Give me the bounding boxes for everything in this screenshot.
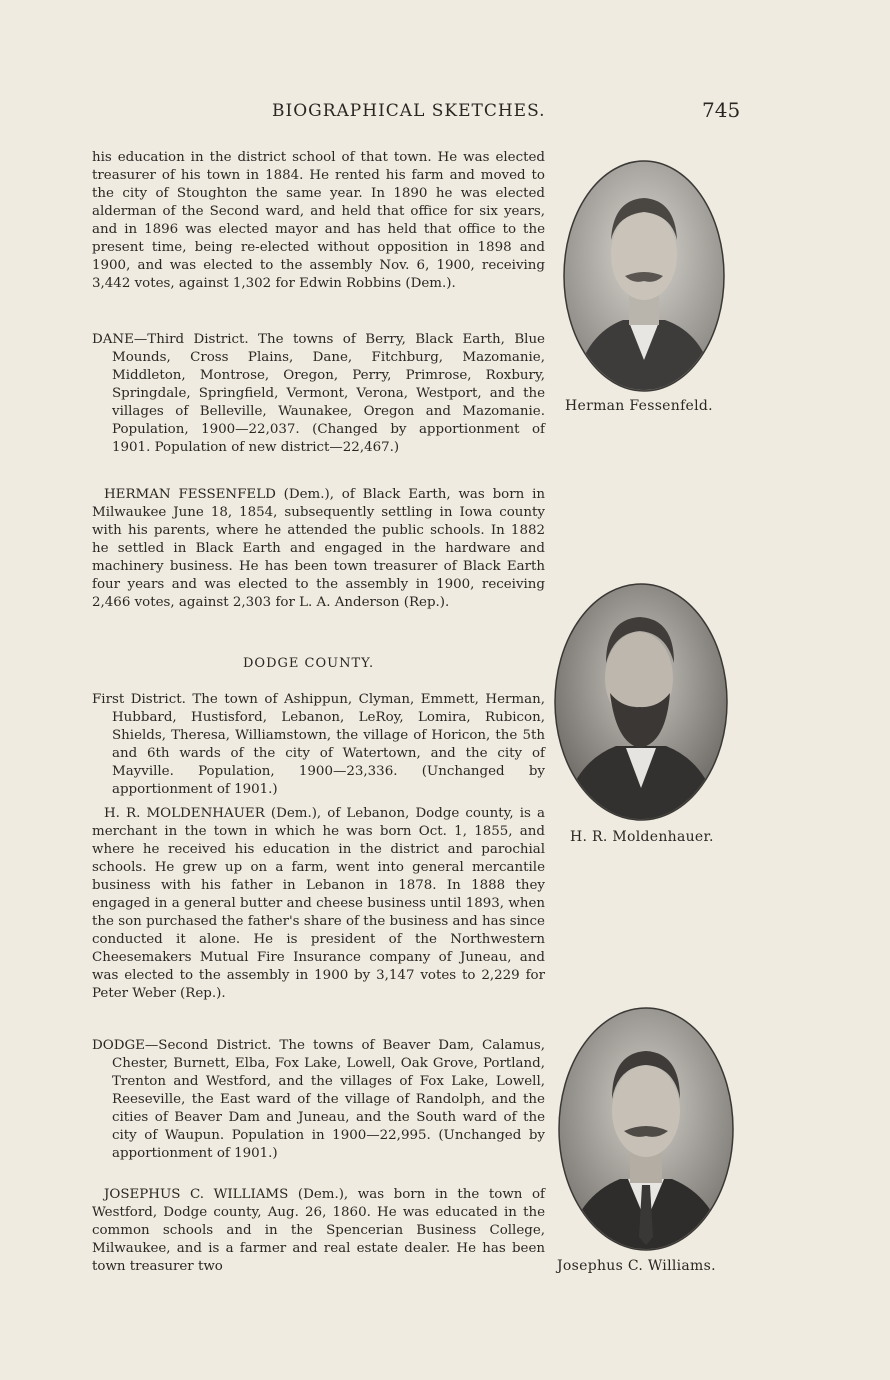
running-header: BIOGRAPHICAL SKETCHES. (272, 101, 546, 121)
paragraph-continuation: his education in the district school of that town. He was elected treasurer of his town in 1884. He rented his farm and moved to the city of Stoughton the same year. In 1890 he was elected alderman of the Second ward, and held that office for six years, and in 1896 was elected mayor and has held that office to the present time, being re-elected without opposition in 1898 and 1900, and was elected to the assembly Nov. 6, 1900, receiving 3,442 votes, against 1,302 for Edwin Robbins (Dem.). (92, 150, 545, 291)
paragraph-dodge-second-district: DODGE—Second District. The towns of Beaver Dam, Calamus, Chester, Burnett, Elba, Fox Lake, Lowell, Oak Grove, Portland, Trenton and Westford, and the villages of Fox Lake, Lowell, Reeseville, the East ward of the village of Randolph, and the cities of Beaver Dam and Juneau, and the South ward of the city of Waupun. Population in 1900—22,995. (Unchanged by apportionment of 1901.) (92, 1038, 545, 1161)
portrait-caption: Josephus C. Williams. (557, 1258, 716, 1274)
portrait-photo (558, 1007, 734, 1251)
paragraph-fessenfeld-bio: HERMAN FESSENFELD (Dem.), of Black Earth, was born in Milwaukee June 18, 1854, subsequently settling in Iowa county with his parents, where he attended the public schools. In 1882 he settled in Black Earth and engaged in the hardware and machinery business. He has been town treasurer of Black Earth four years and was elected to the assembly in 1900, receiving 2,466 votes, against 2,303 for L. A. Anderson (Rep.). (92, 487, 545, 610)
paragraph-williams-bio: JOSEPHUS C. WILLIAMS (Dem.), was born in the town of Westford, Dodge county, Aug. 26, 1860. He was educated in the common schools and in the Spencerian Business College, Milwaukee, and is a farmer and real estate dealer. He has been town treasurer two (92, 1187, 545, 1274)
paragraph-dodge-first-district: First District. The town of Ashippun, Clyman, Emmett, Herman, Hubbard, Hustisford, Lebanon, LeRoy, Lomira, Rubicon, Shields, Theresa, Williamstown, the village of Horicon, the 5th and 6th wards of the city of Watertown, and the city of Mayville. Population, 1900—23,336. (Unchanged by apportionment of 1901.) (92, 692, 545, 797)
paragraph-dane-district: DANE—Third District. The towns of Berry, Black Earth, Blue Mounds, Cross Plains, Dane, Fitchburg, Mazomanie, Middleton, Montrose, Oregon, Perry, Primrose, Roxbury, Springdale, Springfield, Vermont, Verona, Westport, and the villages of Belleville, Waunakee, Oregon and Mazomanie. Population, 1900—22,037. (Changed by apportionment of 1901. Population of new district—22,467.) (92, 332, 545, 455)
portrait-photo (554, 583, 728, 821)
portrait-caption: H. R. Moldenhauer. (570, 829, 714, 845)
county-heading: DODGE COUNTY. (243, 656, 375, 671)
portrait-caption: Herman Fessenfeld. (565, 398, 713, 414)
page-number: 745 (702, 98, 741, 122)
paragraph-moldenhauer-bio: H. R. MOLDENHAUER (Dem.), of Lebanon, Dodge county, is a merchant in the town in which he was born Oct. 1, 1855, and where he received his education in the district and parochial schools. He grew up on a farm, went into general mercantile business with his father in Lebanon in 1878. In 1888 they engaged in a general butter and cheese business until 1893, when the son purchased the father's share of the business and has since conducted it alone. He is president of the Northwestern Cheesemakers Mutual Fire Insurance company of Juneau, and was elected to the assembly in 1900 by 3,147 votes to 2,229 for Peter Weber (Rep.). (92, 806, 545, 1001)
portrait-photo (563, 160, 725, 392)
